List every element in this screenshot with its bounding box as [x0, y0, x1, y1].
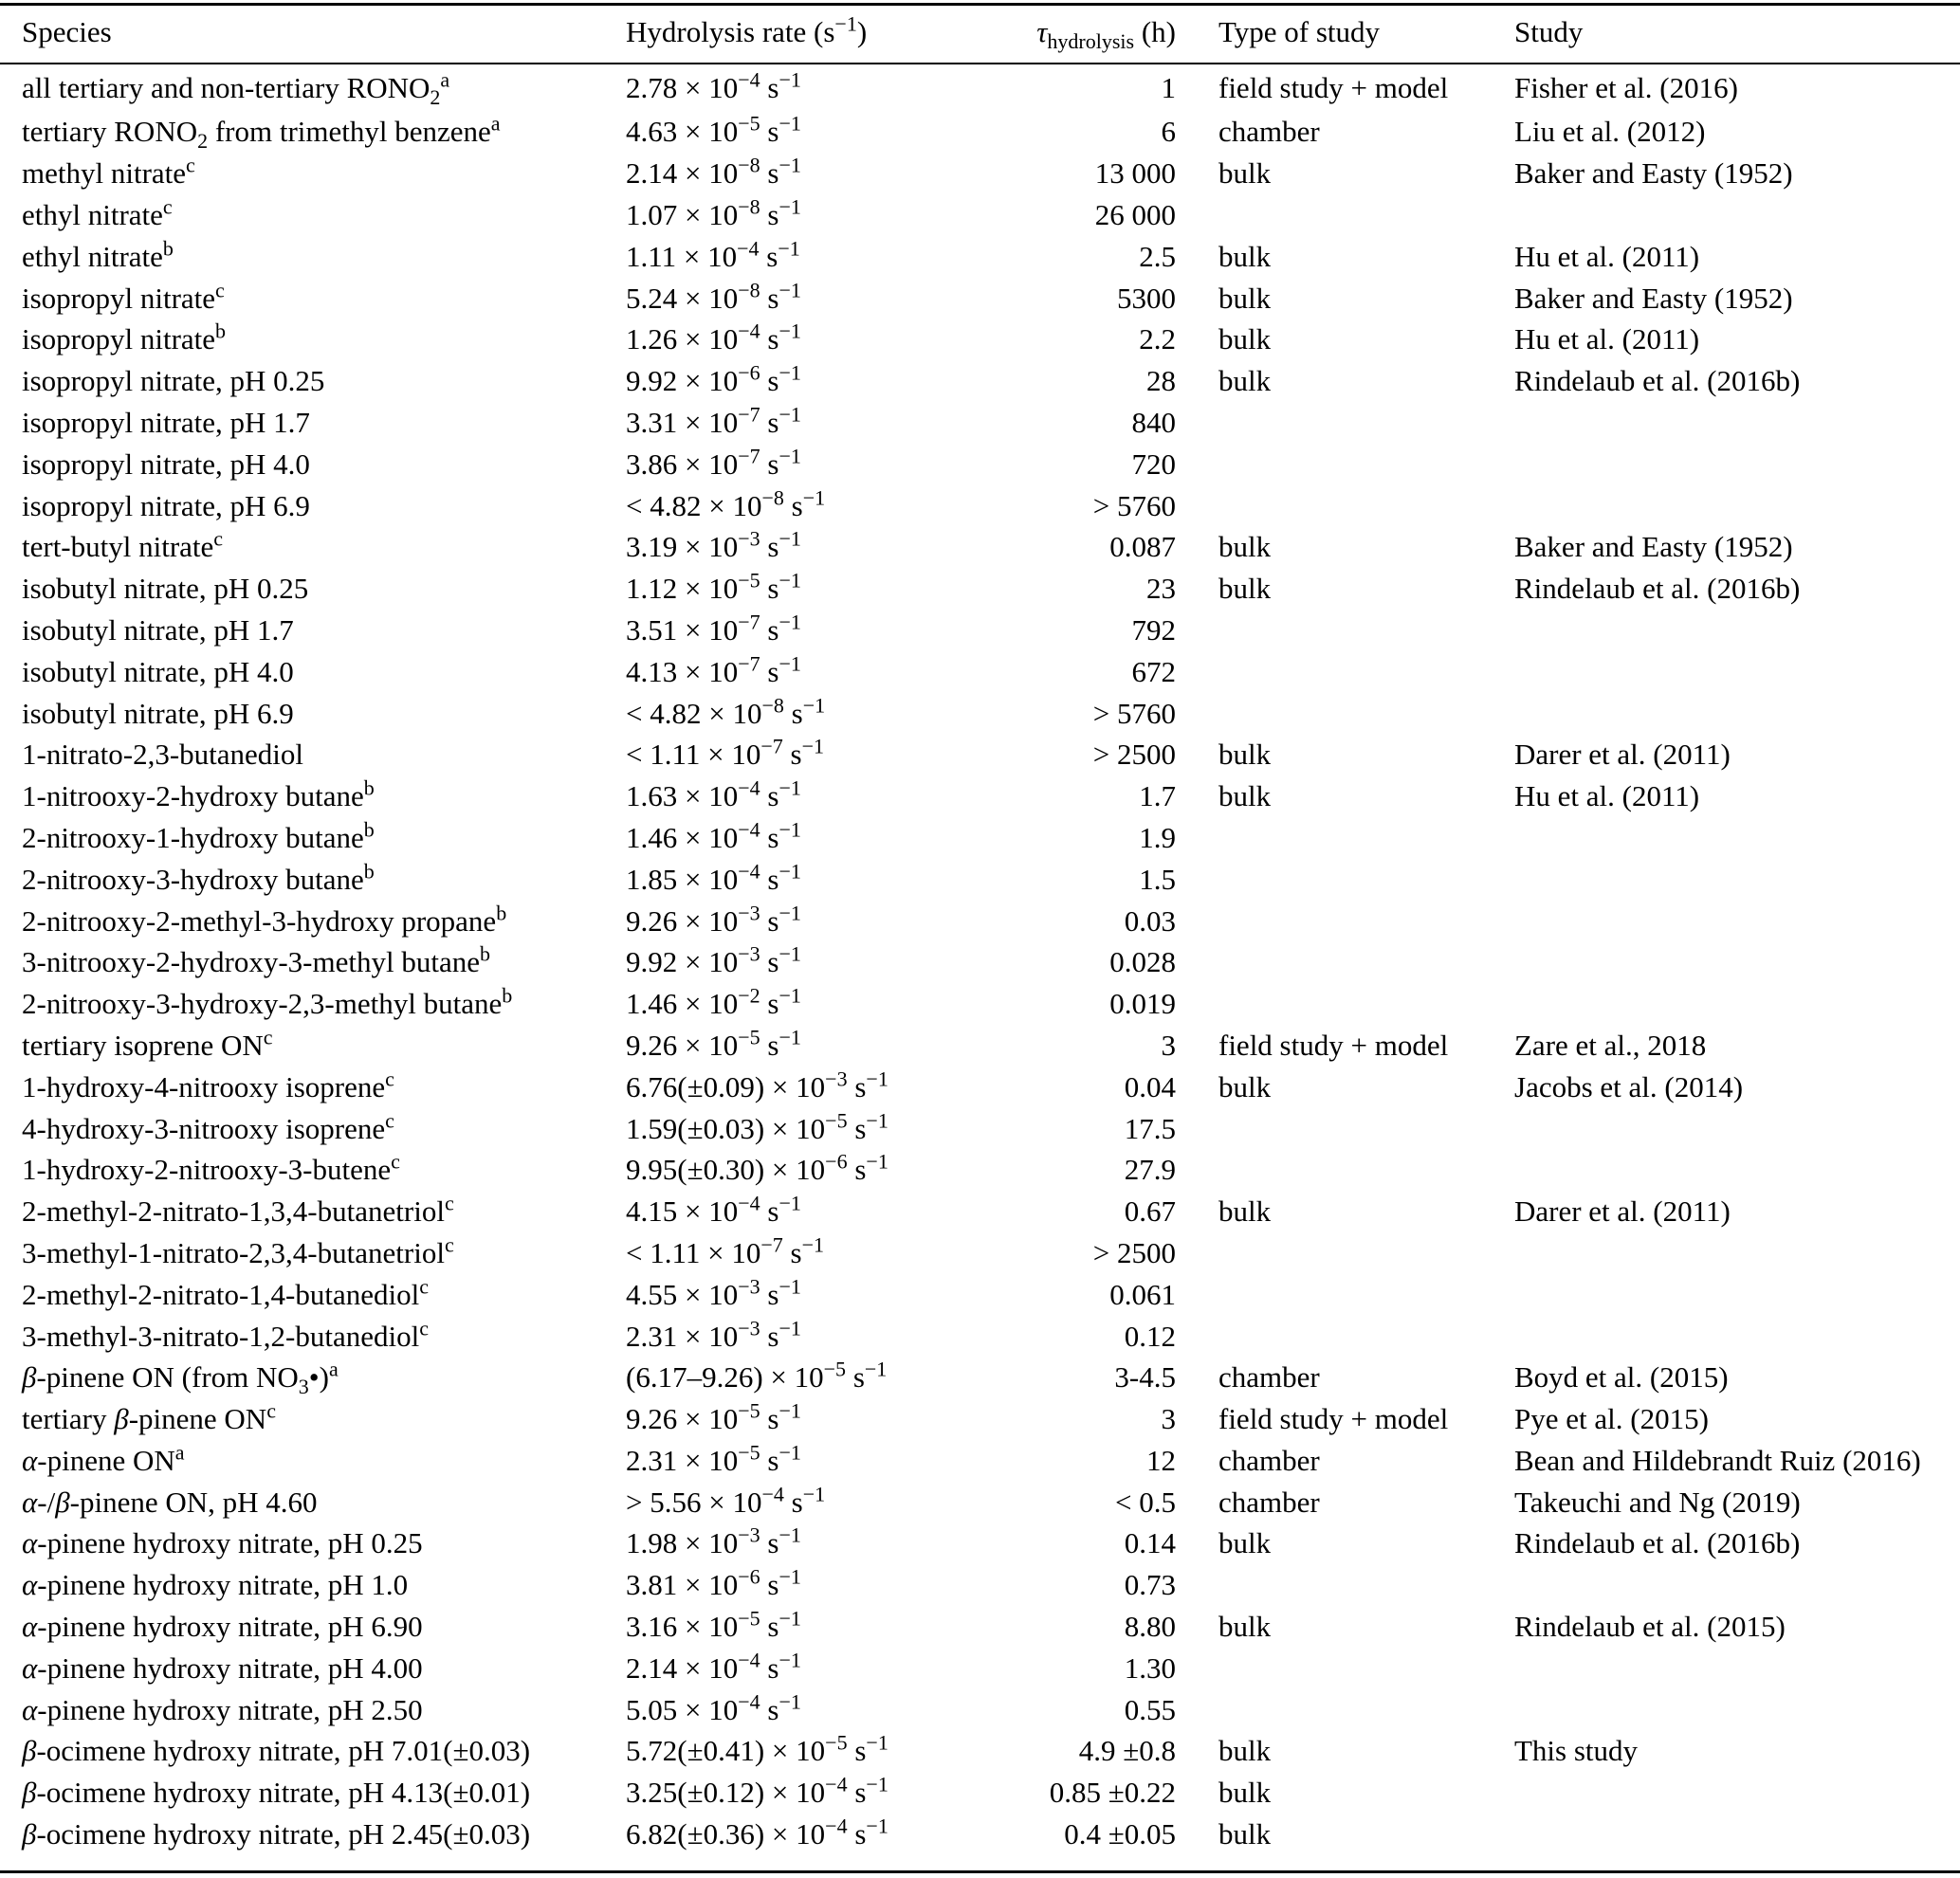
cell-rate: $9.92 \times 10^{-3}$ $s^{-1}$	[626, 942, 801, 979]
cell-type	[1218, 1647, 1514, 1688]
table-row	[0, 692, 1960, 734]
table-row	[0, 650, 1960, 692]
cell-rate: $9.95(\pm 0.30) \times 10^{-6}$ $s^{-1}$	[626, 1149, 888, 1187]
cell-type	[1218, 941, 1514, 983]
cell-species: isopropyl nitrate, pH 1.7	[22, 405, 310, 439]
cell-rate: $3.16 \times 10^{-5}$ $s^{-1}$	[626, 1606, 801, 1644]
cell-rate: $9.26 \times 10^{-5}$ $s^{-1}$	[626, 1398, 801, 1436]
cell-type: bulk	[1218, 530, 1272, 564]
cell-tau: 0.028	[1109, 945, 1176, 979]
cell-rate: $1.63 \times 10^{-4}$ $s^{-1}$	[626, 775, 801, 813]
cell-rate: $2.78 \times 10^{-4}$ $s^{-1}$	[626, 67, 801, 104]
cell-study: Hu et al. (2011)	[1514, 239, 1700, 273]
cell-tau: > 2500	[1092, 1235, 1176, 1269]
cell-tau: 0.55	[1124, 1692, 1176, 1726]
cell-study	[1514, 443, 1960, 484]
table-row	[0, 319, 1960, 360]
table-row	[0, 484, 1960, 526]
cell-type	[1218, 1688, 1514, 1730]
cell-tau: 1.7	[1139, 779, 1176, 813]
cell-rate: < $1.11 \times 10^{-7}$ $s^{-1}$	[626, 1232, 824, 1269]
table-row	[0, 775, 1960, 817]
table-row	[0, 1025, 1960, 1067]
cell-study	[1514, 1315, 1960, 1357]
cell-rate: $4.55 \times 10^{-3}$ $s^{-1}$	[626, 1274, 801, 1311]
table-row	[0, 1481, 1960, 1522]
cell-tau: 0.4 ±0.05	[1064, 1817, 1176, 1851]
cell-tau: 1.30	[1124, 1650, 1176, 1685]
cell-species: 4-hydroxy-3-nitrooxy isoprene$^c$	[22, 1108, 394, 1145]
cell-type	[1218, 1564, 1514, 1606]
cell-type: field study + model	[1218, 1028, 1449, 1062]
cell-type: bulk	[1218, 322, 1272, 356]
table-bottom-rule	[0, 1870, 1960, 1873]
cell-study: Rindelaub et al. (2016b)	[1514, 1526, 1801, 1560]
cell-study	[1514, 1814, 1960, 1855]
cell-study: Hu et al. (2011)	[1514, 322, 1700, 356]
cell-species: 1-hydroxy-2-nitrooxy-3-butene$^c$	[22, 1149, 400, 1187]
cell-species: β-pinene ON (from $NO_3•)^a$	[22, 1357, 339, 1399]
cell-type	[1218, 900, 1514, 941]
cell-species: α-pinene hydroxy nitrate, pH 1.0	[22, 1568, 409, 1602]
cell-rate: < $4.82 \times 10^{-8}$ $s^{-1}$	[626, 693, 826, 730]
cell-tau: 3	[1161, 1402, 1176, 1436]
cell-rate: $3.25(\pm 0.12) \times 10^{-4}$ $s^{-1}$	[626, 1772, 888, 1810]
cell-rate: $1.07 \times 10^{-8}$ $s^{-1}$	[626, 194, 801, 231]
table-row	[0, 235, 1960, 277]
cell-study	[1514, 402, 1960, 444]
cell-study	[1514, 1772, 1960, 1814]
cell-study: Baker and Easty (1952)	[1514, 156, 1793, 191]
cell-type: bulk	[1218, 1776, 1272, 1810]
cell-tau: 792	[1131, 612, 1176, 647]
cell-rate: $3.86 \times 10^{-7}$ $s^{-1}$	[626, 444, 801, 481]
cell-type	[1218, 484, 1514, 526]
cell-species: all tertiary and non-tertiary $RONO_2^a$	[22, 67, 450, 109]
cell-tau: 17.5	[1124, 1111, 1176, 1145]
cell-species: isopropyl nitrate, pH 4.0	[22, 447, 310, 481]
cell-species: isobutyl nitrate, pH 1.7	[22, 612, 294, 647]
cell-rate: $2.31 \times 10^{-3}$ $s^{-1}$	[626, 1316, 801, 1353]
cell-study: Hu et al. (2011)	[1514, 779, 1700, 813]
cell-rate: $6.76(\pm 0.09) \times 10^{-3}$ $s^{-1}$	[626, 1067, 888, 1103]
cell-species: 1-hydroxy-4-nitrooxy isoprene$^c$	[22, 1067, 394, 1103]
cell-type: field study + model	[1218, 70, 1449, 104]
table-body	[0, 64, 1960, 1854]
cell-rate: $4.13 \times 10^{-7}$ $s^{-1}$	[626, 651, 801, 688]
cell-rate: $1.11 \times 10^{-4}$ $s^{-1}$	[626, 236, 800, 273]
cell-species: α-pinene hydroxy nitrate, pH 2.50	[22, 1692, 423, 1726]
cell-study	[1514, 650, 1960, 692]
cell-rate: $3.31 \times 10^{-7}$ $s^{-1}$	[626, 402, 801, 439]
table-row	[0, 1273, 1960, 1315]
table-row	[0, 568, 1960, 610]
cell-tau: 4.9 ±0.8	[1078, 1734, 1176, 1768]
cell-species: α-/β-pinene ON, pH 4.60	[22, 1485, 318, 1519]
cell-study: Boyd et al. (2015)	[1514, 1360, 1729, 1395]
cell-study	[1514, 1564, 1960, 1606]
cell-rate: $1.85 \times 10^{-4}$ $s^{-1}$	[626, 859, 801, 896]
table-row	[0, 1107, 1960, 1149]
cell-tau: 2.2	[1139, 322, 1176, 356]
cell-study	[1514, 610, 1960, 651]
cell-tau: 672	[1131, 654, 1176, 688]
cell-type	[1218, 650, 1514, 692]
cell-species: β-ocimene hydroxy nitrate, pH 4.13(±0.01)	[22, 1776, 531, 1810]
table-row	[0, 526, 1960, 568]
cell-study	[1514, 1688, 1960, 1730]
cell-tau: 5300	[1117, 281, 1176, 315]
cell-tau: 6	[1161, 115, 1176, 149]
cell-type	[1218, 402, 1514, 444]
cell-rate: $9.26 \times 10^{-5}$ $s^{-1}$	[626, 1025, 801, 1062]
table-row	[0, 941, 1960, 983]
cell-type: bulk	[1218, 572, 1272, 606]
cell-rate: < $4.82 \times 10^{-8}$ $s^{-1}$	[626, 485, 826, 522]
cell-rate: $1.26 \times 10^{-4}$ $s^{-1}$	[626, 319, 801, 356]
cell-study: Zare et al., 2018	[1514, 1028, 1707, 1062]
cell-tau: > 5760	[1092, 696, 1176, 730]
table-row	[0, 817, 1960, 859]
cell-tau: 3	[1161, 1028, 1176, 1062]
cell-rate: $4.15 \times 10^{-4}$ $s^{-1}$	[626, 1191, 801, 1229]
cell-rate: $6.82(\pm 0.36) \times 10^{-4}$ $s^{-1}$	[626, 1814, 888, 1851]
cell-study: Darer et al. (2011)	[1514, 1194, 1731, 1229]
table-row	[0, 1772, 1960, 1814]
cell-species: isobutyl nitrate, pH 0.25	[22, 572, 309, 606]
cell-rate: $1.46 \times 10^{-2}$ $s^{-1}$	[626, 983, 801, 1021]
table-row	[0, 610, 1960, 651]
cell-tau: 23	[1146, 572, 1176, 606]
table-row	[0, 1606, 1960, 1648]
cell-rate: $1.59(\pm 0.03) \times 10^{-5}$ $s^{-1}$	[626, 1108, 888, 1145]
cell-study: Rindelaub et al. (2016b)	[1514, 364, 1801, 398]
cell-study: Baker and Easty (1952)	[1514, 281, 1793, 315]
cell-type: bulk	[1218, 779, 1272, 813]
cell-rate: $(6.17-9.26) \times 10^{-5}$ $s^{-1}$	[626, 1357, 888, 1395]
cell-rate: $2.14 \times 10^{-8}$ $s^{-1}$	[626, 153, 801, 191]
table-row	[0, 360, 1960, 402]
cell-species: 2-methyl-2-nitrato-1,4-butanediol$^c$	[22, 1274, 430, 1311]
cell-species: isopropyl nitrate, pH 6.9	[22, 488, 310, 522]
cell-species: 3-methyl-3-nitrato-1,2-butanediol$^c$	[22, 1316, 430, 1353]
cell-species: 2-nitrooxy-1-hydroxy butane$^b$	[22, 817, 375, 854]
cell-species: isobutyl nitrate, pH 4.0	[22, 654, 294, 688]
cell-type	[1218, 858, 1514, 900]
cell-study: Darer et al. (2011)	[1514, 738, 1731, 772]
cell-species: isopropyl nitrate$^b$	[22, 319, 227, 356]
cell-type: chamber	[1218, 1443, 1320, 1477]
cell-species: tertiary $RONO_2$ from trimethyl benzene$^a$	[22, 112, 501, 154]
table-row	[0, 900, 1960, 941]
table-row	[0, 1564, 1960, 1606]
cell-rate: $1.98 \times 10^{-3}$ $s^{-1}$	[626, 1523, 801, 1560]
cell-species: ethyl nitrate$^b$	[22, 236, 174, 273]
cell-type: bulk	[1218, 1817, 1272, 1851]
cell-species: 1-nitrooxy-2-hydroxy butane$^b$	[22, 775, 375, 813]
table-row	[0, 402, 1960, 444]
cell-type: bulk	[1218, 1734, 1272, 1768]
table-row	[0, 64, 1960, 111]
cell-tau: 720	[1131, 447, 1176, 481]
cell-tau: 0.03	[1124, 903, 1176, 938]
table-row	[0, 1398, 1960, 1440]
cell-study: Baker and Easty (1952)	[1514, 530, 1793, 564]
table-row	[0, 1232, 1960, 1274]
cell-type	[1218, 1149, 1514, 1191]
cell-type: bulk	[1218, 156, 1272, 191]
cell-tau: 1.5	[1139, 862, 1176, 896]
cell-tau: > 5760	[1092, 488, 1176, 522]
cell-type	[1218, 1273, 1514, 1315]
cell-rate: $5.05 \times 10^{-4}$ $s^{-1}$	[626, 1689, 801, 1726]
cell-tau: 0.73	[1124, 1568, 1176, 1602]
table-row	[0, 194, 1960, 236]
cell-tau: 0.061	[1109, 1277, 1176, 1311]
cell-rate: $5.72(\pm 0.41) \times 10^{-5}$ $s^{-1}$	[626, 1731, 888, 1768]
cell-study	[1514, 1149, 1960, 1191]
cell-study: Takeuchi and Ng (2019)	[1514, 1485, 1801, 1519]
table-row	[0, 277, 1960, 319]
table-row	[0, 153, 1960, 194]
cell-tau: 8.80	[1124, 1610, 1176, 1644]
cell-species: 3-methyl-1-nitrato-2,3,4-butanetriol$^c$	[22, 1232, 454, 1269]
table-row	[0, 1522, 1960, 1564]
cell-rate: $3.51 \times 10^{-7}$ $s^{-1}$	[626, 610, 801, 647]
cell-species: 1-nitrato-2,3-butanediol	[22, 738, 303, 772]
cell-rate: $9.26 \times 10^{-3}$ $s^{-1}$	[626, 901, 801, 938]
col-header-rate: Hydrolysis rate $(s^{-1})$	[626, 11, 868, 48]
cell-rate: $3.19 \times 10^{-3}$ $s^{-1}$	[626, 527, 801, 564]
cell-tau: 3-4.5	[1114, 1360, 1176, 1395]
cell-species: 2-nitrooxy-2-methyl-3-hydroxy propane$^b$	[22, 901, 507, 938]
cell-study: Rindelaub et al. (2016b)	[1514, 572, 1801, 606]
cell-rate: $5.24 \times 10^{-8}$ $s^{-1}$	[626, 278, 801, 315]
cell-species: 2-nitrooxy-3-hydroxy butane$^b$	[22, 859, 375, 896]
cell-study: Bean and Hildebrandt Ruiz (2016)	[1514, 1443, 1921, 1477]
cell-tau: 28	[1146, 364, 1176, 398]
cell-species: 2-nitrooxy-3-hydroxy-2,3-methyl butane$^b$	[22, 983, 513, 1021]
cell-tau: 0.67	[1124, 1194, 1176, 1229]
table-row	[0, 111, 1960, 153]
col-header-study: Study	[1514, 15, 1584, 48]
table-header-row	[0, 0, 1960, 64]
cell-study	[1514, 817, 1960, 859]
cell-study	[1514, 900, 1960, 941]
cell-study	[1514, 983, 1960, 1025]
table-row	[0, 1814, 1960, 1855]
cell-tau: < 0.5	[1115, 1485, 1176, 1519]
cell-species: tertiary isoprene $ON^c$	[22, 1025, 273, 1062]
cell-species: β-ocimene hydroxy nitrate, pH 7.01(±0.03)	[22, 1734, 531, 1768]
cell-species: α-pinene hydroxy nitrate, pH 0.25	[22, 1526, 423, 1560]
cell-species: tertiary β-pinene $ON^c$	[22, 1398, 276, 1436]
cell-study	[1514, 1232, 1960, 1274]
cell-type: field study + model	[1218, 1402, 1449, 1436]
table-row	[0, 1315, 1960, 1357]
table-row	[0, 1357, 1960, 1398]
table-row	[0, 734, 1960, 775]
table-row	[0, 1730, 1960, 1772]
cell-tau: 840	[1131, 405, 1176, 439]
cell-study: Jacobs et al. (2014)	[1514, 1069, 1744, 1103]
cell-tau: 0.087	[1109, 530, 1176, 564]
cell-rate: > $5.56 \times 10^{-4}$ $s^{-1}$	[626, 1482, 826, 1519]
cell-type	[1218, 194, 1514, 236]
cell-species: isopropyl nitrate$^c$	[22, 278, 225, 315]
cell-type: bulk	[1218, 239, 1272, 273]
cell-type: bulk	[1218, 738, 1272, 772]
cell-study	[1514, 194, 1960, 236]
cell-type: bulk	[1218, 364, 1272, 398]
table-row	[0, 1066, 1960, 1107]
cell-rate: $2.14 \times 10^{-4}$ $s^{-1}$	[626, 1648, 801, 1685]
cell-study	[1514, 1273, 1960, 1315]
cell-species: 3-nitrooxy-2-hydroxy-3-methyl butane$^b$	[22, 942, 490, 979]
cell-type	[1218, 1315, 1514, 1357]
cell-type: bulk	[1218, 1194, 1272, 1229]
cell-study	[1514, 484, 1960, 526]
cell-tau: 12	[1146, 1443, 1176, 1477]
cell-type	[1218, 1232, 1514, 1274]
table-row	[0, 1191, 1960, 1232]
cell-study	[1514, 858, 1960, 900]
cell-rate: $9.92 \times 10^{-6}$ $s^{-1}$	[626, 360, 801, 398]
cell-study	[1514, 1647, 1960, 1688]
table-row	[0, 1688, 1960, 1730]
cell-tau: 2.5	[1139, 239, 1176, 273]
cell-type	[1218, 817, 1514, 859]
cell-study	[1514, 941, 1960, 983]
cell-type	[1218, 1107, 1514, 1149]
cell-species: β-ocimene hydroxy nitrate, pH 2.45(±0.03)	[22, 1817, 531, 1851]
table-row	[0, 1440, 1960, 1482]
cell-tau: 0.14	[1124, 1526, 1176, 1560]
cell-species: methyl nitrate$^c$	[22, 153, 195, 191]
cell-species: α-pinene $ON^a$	[22, 1440, 185, 1477]
cell-species: isopropyl nitrate, pH 0.25	[22, 364, 325, 398]
cell-tau: > 2500	[1092, 738, 1176, 772]
cell-tau: 1.9	[1139, 820, 1176, 854]
table-row	[0, 1149, 1960, 1191]
cell-tau: 1	[1161, 70, 1176, 104]
cell-study: Fisher et al. (2016)	[1514, 70, 1738, 104]
cell-tau: 27.9	[1124, 1153, 1176, 1187]
cell-study: Liu et al. (2012)	[1514, 115, 1706, 149]
cell-type	[1218, 983, 1514, 1025]
table-row	[0, 443, 1960, 484]
cell-study	[1514, 692, 1960, 734]
table-row	[0, 1647, 1960, 1688]
cell-rate: $4.63 \times 10^{-5}$ $s^{-1}$	[626, 112, 801, 149]
cell-type: bulk	[1218, 1069, 1272, 1103]
cell-type: chamber	[1218, 1485, 1320, 1519]
cell-rate: < $1.11 \times 10^{-7}$ $s^{-1}$	[626, 735, 824, 772]
cell-species: isobutyl nitrate, pH 6.9	[22, 696, 294, 730]
cell-type: bulk	[1218, 1610, 1272, 1644]
col-header-tau: $\tau_{hydrolysis}$ (h)	[1036, 15, 1176, 54]
cell-species: ethyl nitrate$^c$	[22, 194, 173, 231]
cell-rate: $2.31 \times 10^{-5}$ $s^{-1}$	[626, 1440, 801, 1477]
cell-study: Pye et al. (2015)	[1514, 1402, 1709, 1436]
cell-type	[1218, 692, 1514, 734]
cell-tau: 0.019	[1109, 987, 1176, 1021]
cell-type: chamber	[1218, 115, 1320, 149]
col-header-type: Type of study	[1218, 15, 1381, 48]
cell-type: bulk	[1218, 281, 1272, 315]
table-row	[0, 983, 1960, 1025]
cell-study	[1514, 1107, 1960, 1149]
cell-tau: 0.04	[1124, 1069, 1176, 1103]
cell-species: tert-butyl nitrate$^c$	[22, 527, 224, 564]
cell-rate: $1.12 \times 10^{-5}$ $s^{-1}$	[626, 568, 801, 606]
cell-species: α-pinene hydroxy nitrate, pH 6.90	[22, 1610, 423, 1644]
cell-tau: 0.12	[1124, 1319, 1176, 1353]
col-header-species: Species	[22, 15, 112, 48]
cell-study: This study	[1514, 1734, 1639, 1768]
cell-tau: 0.85 ±0.22	[1049, 1776, 1176, 1810]
cell-rate: $1.46 \times 10^{-4}$ $s^{-1}$	[626, 817, 801, 854]
cell-tau: 26 000	[1094, 197, 1176, 231]
cell-type	[1218, 443, 1514, 484]
cell-species: 2-methyl-2-nitrato-1,3,4-butanetriol$^c$	[22, 1191, 454, 1229]
cell-tau: 13 000	[1094, 156, 1176, 191]
cell-species: α-pinene hydroxy nitrate, pH 4.00	[22, 1650, 423, 1685]
cell-type: bulk	[1218, 1526, 1272, 1560]
cell-type	[1218, 610, 1514, 651]
cell-rate: $3.81 \times 10^{-6}$ $s^{-1}$	[626, 1564, 801, 1602]
cell-study: Rindelaub et al. (2015)	[1514, 1610, 1786, 1644]
table-row	[0, 858, 1960, 900]
cell-type: chamber	[1218, 1360, 1320, 1395]
